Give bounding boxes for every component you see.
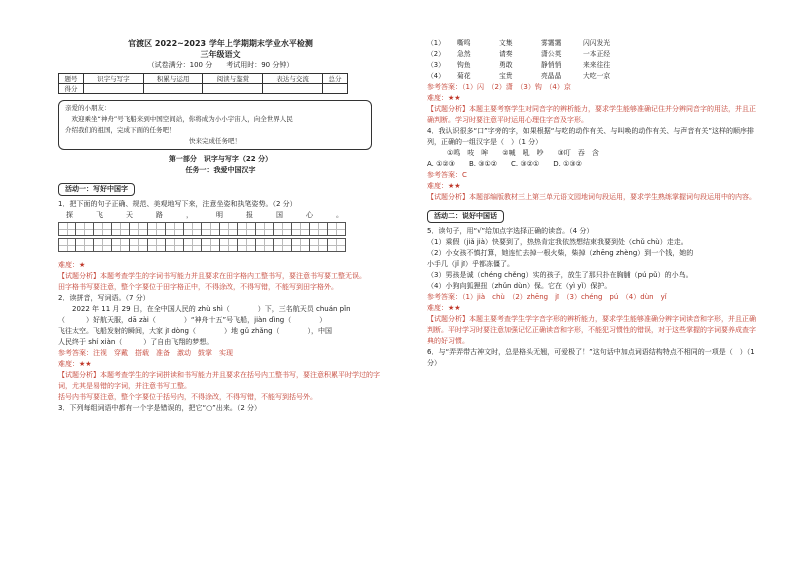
analysis-3: 【试题分析】本题主要考察学生对同音字的辨析能力，要求学生能够准确记住并分辨同音字的用法，并且正确判断。学习时要注意平时运用心理住字音及字形。 <box>427 105 756 124</box>
q5-line: （4）小狗向狐狸扭（zhǔn dùn）保。它在（yì yǐ）保护。 <box>427 282 612 290</box>
question-4: 4．我认识很多“口”字旁的字，如果根据“与吃的动作有关、与叫唤的动作有关、与声音有关”这样的顺序排列，正确的一组汉字是（ ）（1 分） <box>427 127 754 146</box>
q2-line: 人民终于 shí xiàn（ ）了自由飞翔的梦想。 <box>58 338 214 346</box>
q3-word[interactable]: 请奏 <box>499 50 513 58</box>
score-header: 表达与交流 <box>263 74 323 84</box>
difficulty-5: 难度：★★ <box>427 304 461 312</box>
answer-2: 参考答案：注视 穿戴 搭载 准备 激动 鼓掌 实现 <box>58 349 233 357</box>
q4-options <box>427 159 756 170</box>
q1-source-text <box>58 210 383 220</box>
task-title: 任务一：我爱中国汉字 <box>185 166 256 174</box>
q3-word[interactable]: 亮晶晶 <box>541 72 562 80</box>
welcome-line: 快来完成任务吧！ <box>189 137 241 145</box>
analysis-4: 【试题分析】本题部编版教材三上第三单元语文园地词句段运用，要求学生熟练掌握词句段运用中的内容。 <box>427 193 756 201</box>
difficulty-1: 难度：★ <box>58 261 86 269</box>
analysis-5: 【试题分析】本题主要考查学生学字音字形的辨析能力，要求学生能够准确分辨字词读音和字形，并且正确判断。平时学习时要注意加强记忆正确读音和字形，不能犯习惯性的错误，对于这些掌握的字词要养成查字典的好习惯。 <box>427 315 756 345</box>
question-5: 5．读句子，用“√”给加点字选择正确的读音。（4 分） <box>427 227 594 235</box>
analysis-1: 【试题分析】本题考查学生的字词书写能力并且要求在田字格内工整书写，要注意书写要工整无误。 <box>58 272 366 280</box>
q3-word[interactable]: 一本正经 <box>583 50 611 58</box>
q1-char: 报 <box>246 211 253 219</box>
q1-char: ， <box>186 211 193 219</box>
q2-line: （ ）好航天服，dā zài（ ）“神舟十五”号飞船，jiàn dìng（ ） <box>58 316 327 324</box>
q3-row <box>427 60 756 71</box>
question-3: 3．下列每组词语中都有一个字是错误的，把它“○”出来。（2 分） <box>58 404 261 412</box>
q2-line: 2022 年 11 月 29 日，在全中国人民的 zhù shì（ ）下，三名航天员 chuán pǐn <box>58 305 351 313</box>
q5-line: （1）乘假（jiǎ jià）快要到了，热热肯定我依然想结束我要到处（chǔ chù）走走。 <box>427 238 688 246</box>
q3-word[interactable]: 来来往往 <box>583 61 611 69</box>
score-row-label: 得分 <box>59 84 84 94</box>
answer-4: 参考答案：C <box>427 171 467 179</box>
writing-grid-row[interactable] <box>58 222 383 236</box>
q1-char: 飞 <box>96 211 103 219</box>
q4-option[interactable]: D. ①③② <box>553 160 582 168</box>
q3-word[interactable]: 大吃一京 <box>583 72 611 80</box>
q3-word[interactable]: 雾霭霭 <box>541 39 562 47</box>
q2-line: 飞往太空。飞船发射的瞬间，大家 jī dòng（ ）地 gǔ zhǎng（ ），中国 <box>58 327 333 335</box>
q1-char: 路 <box>156 211 163 219</box>
q4-option[interactable]: C. ③②① <box>511 160 540 168</box>
welcome-line: 欢迎乘坐“神舟”号飞船来到中国空间站，你将成为小小宇宙人，向全世界人民 <box>65 115 293 123</box>
q3-num: （3） <box>427 61 445 69</box>
q3-row <box>427 71 756 82</box>
q1-char: 心 <box>306 211 313 219</box>
difficulty-2: 难度：★★ <box>58 360 92 368</box>
q5-line: （2）小女孩不慎打算，她连忙去掉一根火柴，柴掉（zhēng zhèng）到一个钱，她的 <box>427 249 694 257</box>
exam-meta: （试卷满分：100 分 考试用时：90 分钟） <box>147 61 294 69</box>
q3-word[interactable]: 宝贵 <box>499 72 513 80</box>
q4-chars: ①鸣 吱 哞 ②喊 吼 吵 ③叮 吞 含 <box>447 149 599 157</box>
q3-word[interactable]: 钩鱼 <box>457 61 471 69</box>
q4-option[interactable]: A. ①②③ <box>427 160 455 168</box>
answer-5: 参考答案：（1）jià chù （2）zhēng jī （3）chéng pú （4）dùn yǐ <box>427 293 667 301</box>
score-header: 识字与写字 <box>83 74 143 84</box>
question-2: 2．读拼音，写词语。（7 分） <box>58 294 150 302</box>
analysis-2: 【试题分析】本题考查学生的字词拼读和书写能力并且要求在括号内工整书写，要注意积累平时学过的字词，尤其是易错的字词，并注意书写工整。 <box>58 371 380 390</box>
score-header: 积累与运用 <box>143 74 203 84</box>
q3-word[interactable]: 急然 <box>457 50 471 58</box>
score-cell[interactable] <box>203 84 263 94</box>
q3-word[interactable]: 菊花 <box>457 72 471 80</box>
q3-word[interactable]: 潇公英 <box>541 50 562 58</box>
analysis-1b: 田字格书写要注意，整个字要位于田字格正中，不得涂改，不得写错，不能写到田字格外。 <box>58 283 338 291</box>
score-header: 总分 <box>322 74 347 84</box>
q1-char: 探 <box>66 211 73 219</box>
writing-grid-row[interactable] <box>58 238 383 252</box>
score-cell[interactable] <box>322 84 347 94</box>
q3-word[interactable]: 文集 <box>499 39 513 47</box>
writing-grid[interactable] <box>58 222 383 252</box>
part-title: 第一部分 识字与写字（22 分） <box>168 155 273 163</box>
q1-char: 。 <box>336 211 343 219</box>
question-1: 1．把下面的句子正确、规范、美观地写下来，注意坐姿和执笔姿势。（2 分） <box>58 200 297 208</box>
difficulty-3: 难度：★★ <box>427 94 461 102</box>
right-page <box>397 0 794 561</box>
score-cell[interactable] <box>263 84 323 94</box>
score-table <box>58 73 348 94</box>
score-header: 题号 <box>59 74 84 84</box>
analysis-2b: 括号内书写要注意，整个字要位于括号内，不得涂改，不得写错，不能写到括号外。 <box>58 393 317 401</box>
activity-1-label: 活动一：写好中国字 <box>58 183 135 196</box>
question-6: 6．与“弄弄带古神文时，总是格头无翘，可爱极了！”这句话中加点词语结构特点不相同的一项是（ ）（1 分） <box>427 348 755 367</box>
q1-char: 天 <box>126 211 133 219</box>
q5-line: （3）男孩是诚（chéng chěng）实的孩子，放生了那只扑在胸脯（pú pǔ）的小鸟。 <box>427 271 693 279</box>
q3-row <box>427 38 756 49</box>
q3-word[interactable]: 闪闪发光 <box>583 39 611 47</box>
score-cell[interactable] <box>143 84 203 94</box>
score-header: 阅读与鉴赏 <box>203 74 263 84</box>
q3-row <box>427 49 756 60</box>
q3-word[interactable]: 静悄悄 <box>541 61 562 69</box>
welcome-box <box>58 100 372 150</box>
q3-word[interactable]: 嘶鸣 <box>457 39 471 47</box>
welcome-line: 介绍我们的祖国，完成下面的任务吧！ <box>65 126 176 134</box>
exam-title: 官渡区 2022~2023 学年上学期期末学业水平检测 <box>128 39 313 48</box>
q4-option[interactable]: B. ③①② <box>468 160 498 168</box>
q3-num: （2） <box>427 50 445 58</box>
score-cell[interactable] <box>83 84 143 94</box>
difficulty-4: 难度：★★ <box>427 182 461 190</box>
q1-char: 明 <box>216 211 223 219</box>
q3-num: （1） <box>427 39 445 47</box>
q5-line: 小手几（jǐ jī）乎都冻僵了。 <box>427 260 515 268</box>
q3-word[interactable]: 勇敢 <box>499 61 513 69</box>
welcome-line: 亲爱的小朋友： <box>65 104 111 112</box>
exam-subtitle: 三年级语文 <box>200 50 241 59</box>
q3-num: （4） <box>427 72 445 80</box>
answer-3: 参考答案：（1）闪 （2）潇 （3）钩 （4）京 <box>427 83 571 91</box>
q1-char: 国 <box>276 211 283 219</box>
activity-2-label: 活动二：说好中国话 <box>427 210 504 223</box>
